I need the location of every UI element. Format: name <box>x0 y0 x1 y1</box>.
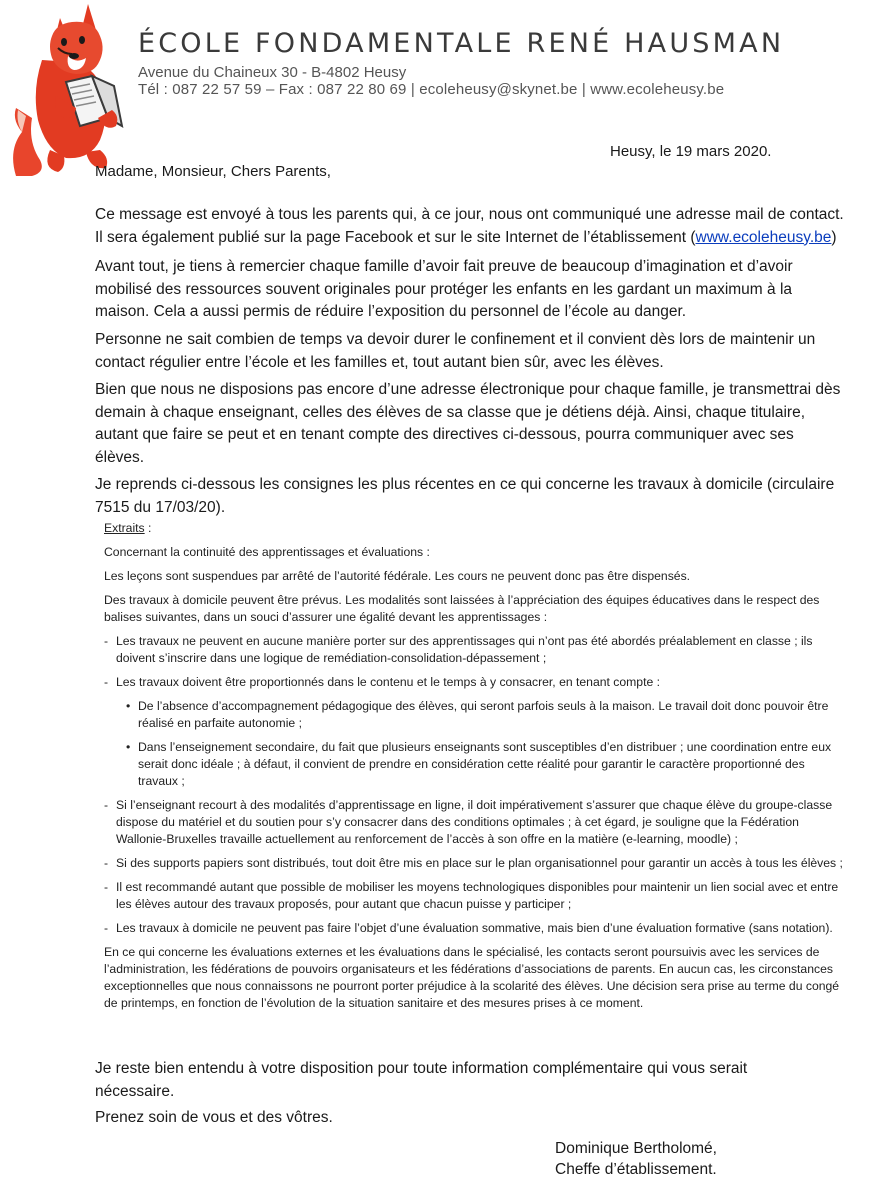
signature-block <box>555 1138 717 1180</box>
list-item-text: Les travaux à domicile ne peuvent pas faire l’objet d’une évaluation sommative, mais bien d’une évaluation formative (sans notation). <box>116 921 833 935</box>
bullet-marker: • <box>126 699 131 713</box>
extract-list-item <box>104 633 846 667</box>
extract-sub-item <box>104 698 846 732</box>
list-item-text: Les travaux doivent être proportionnés dans le contenu et le temps à y consacrer, en tenant compte : <box>116 675 661 689</box>
list-item-text: Si des supports papiers sont distribués, tout doit être mis en place sur le plan organisationnel pour garantir un accès à tous les élèves ; <box>116 856 843 870</box>
extract-title: Extraits <box>104 521 145 535</box>
paragraph-confinement: Personne ne sait combien de temps va devoir durer le confinement et il convient dès lors de maintenir un contact régulier entre l’école et les familles et, tout autant bien sûr, avec les élèves. <box>95 331 816 371</box>
school-address: Avenue du Chaineux 30 - B-4802 Heusy <box>138 64 407 81</box>
extract-intro-homework: Des travaux à domicile peuvent être prévus. Les modalités sont laissées à l’appréciation des équipes éducatives dans le respect des balises suivantes, dans un souci d’assurer une égalité devant les apprentissages : <box>104 593 820 624</box>
letter-greeting: Madame, Monsieur, Chers Parents, <box>95 163 331 180</box>
extract-intro-continuity: Concernant la continuité des apprentissages et évaluations : <box>104 545 430 559</box>
extract-list-item <box>104 674 846 691</box>
signature-title: Cheffe d’établissement. <box>555 1161 717 1178</box>
extract-list-item <box>104 920 846 937</box>
extract-intro-lessons: Les leçons sont suspendues par arrêté de l’autorité fédérale. Les cours ne peuvent donc pas être dispensés. <box>104 569 691 583</box>
paragraph-take-care: Prenez soin de vous et des vôtres. <box>95 1109 333 1126</box>
school-name-heading: ÉCOLE FONDAMENTALE RENÉ HAUSMAN <box>138 28 785 59</box>
list-item-text: Si l’enseignant recourt à des modalités d’apprentissage en ligne, il doit impérativement s’assurer que chaque élève du groupe-classe dispose du matériel et du soutien pour s’y consacrer dans des conditions optimales ; à cet égard, je souligne que la Fédération Wallonie-Bruxelles travaille actuellement au renforcement de l’accès à son offre en la matière (e-learning, moodle) ; <box>116 798 833 846</box>
school-website-link[interactable]: www.ecoleheusy.be <box>695 228 832 246</box>
extract-sub-item <box>104 739 846 790</box>
dash-marker: - <box>104 856 109 870</box>
paragraph-intro <box>95 204 847 249</box>
extract-title-suffix: : <box>144 521 152 535</box>
extract-list-item <box>104 855 846 872</box>
paragraph-availability: Je reste bien entendu à votre disposition pour toute information complémentaire qui vous serait nécessaire. <box>95 1060 748 1100</box>
bullet-marker: • <box>126 740 131 754</box>
paragraph-intro-end: ) <box>831 228 837 246</box>
extract-list-item <box>104 797 846 848</box>
paragraph-intro-text: Ce message est envoyé à tous les parents qui, à ce jour, nous ont communiqué une adresse mail de contact. Il sera également publié sur la page Facebook et sur le site Internet de l’établissement ( <box>95 206 844 246</box>
dash-marker: - <box>104 921 109 935</box>
paragraph-guidelines: Je reprends ci-dessous les consignes les plus récentes en ce qui concerne les travaux à domicile (circulaire 7515 du 17/03/20). <box>95 476 835 516</box>
dash-marker: - <box>104 798 109 812</box>
dash-marker: - <box>104 634 109 648</box>
list-item-text: Il est recommandé autant que possible de mobiliser les moyens technologiques disponibles pour maintenir un lien social avec et entre les élèves autour des travaux proposés, pour autant que chacun puisse y participer ; <box>116 880 839 911</box>
list-item-text: Les travaux ne peuvent en aucune manière porter sur des apprentissages qui n’ont pas été abordés préalablement en classe ; ils doivent s’inscrire dans une logique de remédiation-consolidation-dépassement ; <box>116 634 813 665</box>
circular-extract <box>104 520 846 1019</box>
extract-heading <box>104 520 846 537</box>
letter-date: Heusy, le 19 mars 2020. <box>610 143 772 160</box>
sub-item-text: Dans l’enseignement secondaire, du fait que plusieurs enseignants sont susceptibles d’en distribuer ; une coordination entre eux serait donc idéale ; à défaut, il convient de prendre en considération cette réalité pour garantir le caractère proportionné des travaux ; <box>138 740 832 788</box>
paragraph-email-contacts: Bien que nous ne disposions pas encore d’une adresse électronique pour chaque famille, je transmettrai dès demain à chaque enseignant, celles des élèves de sa classe que je détiens déjà. Ainsi, chaque titulaire, autant que faire se peut et en tenant compte des directives ci-dessous, pourra communiquer avec ses élèves. <box>95 381 841 466</box>
school-logo-fox-illustration <box>2 0 130 178</box>
school-contact-line: Tél : 087 22 57 59 – Fax : 087 22 80 69 | ecoleheusy@skynet.be | www.ecoleheusy.be <box>138 81 725 98</box>
signature-name: Dominique Bertholomé, <box>555 1140 717 1157</box>
sub-item-text: De l’absence d’accompagnement pédagogique des élèves, qui seront parfois seuls à la maison. Le travail doit donc pouvoir être réalisé en parfaite autonomie ; <box>138 699 829 730</box>
paragraph-thanks: Avant tout, je tiens à remercier chaque famille d’avoir fait preuve de beaucoup d’imagination et d’avoir mobilisé des ressources souvent originales pour protéger les enfants en les gardant un maximum à la maison. Cela a aussi permis de réduire l’exposition du personnel de l’école au danger. <box>95 258 793 320</box>
extract-outro: En ce qui concerne les évaluations externes et les évaluations dans le spécialisé, les contacts seront poursuivis avec les services de l’administration, les fédérations de pouvoirs organisateurs et les fédérations d’associations de parents. En aucun cas, les circonstances exceptionnelles que nous connaissons ne pourront porter préjudice à la scolarité des élèves. Une décision sera prise au terme du congé de printemps, en fonction de l’évolution de la situation sanitaire et des mesures prises à ce moment. <box>104 945 840 1010</box>
dash-marker: - <box>104 880 109 894</box>
extract-list-item <box>104 879 846 913</box>
dash-marker: - <box>104 675 109 689</box>
